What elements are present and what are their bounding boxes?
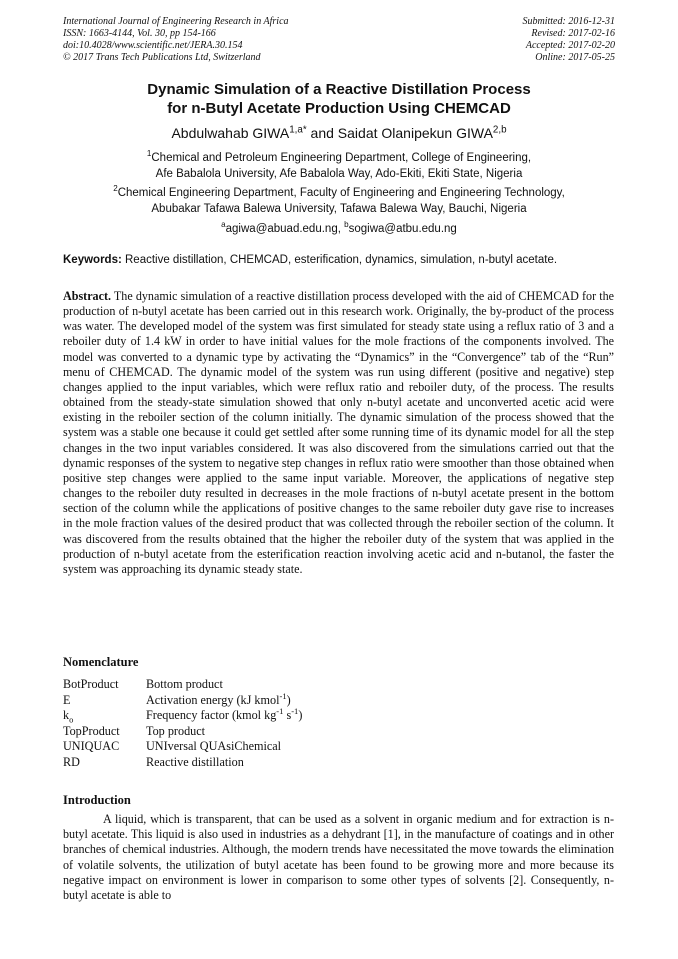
keywords-label: Keywords: [63,254,122,266]
author-list [60,124,618,142]
nomenclature-row [63,739,302,755]
nomenclature-term: BotProduct [63,677,119,691]
author-2-marker: 2,b [492,124,507,136]
nomenclature-definition: Frequency factor (kmol $kg^{-1}$ $s^{-1}$) [146,706,303,723]
introduction-heading: Introduction [63,793,131,807]
nomenclature-definition: Bottom product [146,677,223,691]
affiliation-2-line-1: Chemical Engineering Department, Faculty of Engineering and Engineering Technology, [117,187,565,199]
date-submitted: Submitted: 2016-12-31 [522,16,615,27]
nomenclature-term: TopProduct [63,723,120,738]
date-online: Online: 2017-05-25 [535,52,615,63]
email-b-marker: b [344,220,349,230]
nomenclature-row [63,677,302,693]
author-2: Saidat Olanipekun GIWA [337,125,493,141]
nomenclature-definition: Activation energy (kJ kmol$^{-1}$) [146,690,291,707]
affiliation-1-line-2: Afe Babalola University, Afe Babalola Way, Ado-Ekiti, Ekiti State, Nigeria [155,168,523,180]
nomenclature-table [63,677,302,771]
affiliation-2 [60,185,618,217]
nomenclature-row [63,724,302,740]
nomenclature-definition: Top product [146,723,206,738]
affiliation-2-line-2: Abubakar Tafawa Balewa University, Tafawa Balewa Way, Bauchi, Nigeria [151,203,527,215]
journal-header [63,16,289,64]
abstract-text: The dynamic simulation of a reactive distillation process developed with the aid of CHEMCAD for the production of n-butyl acetate has been carried out in this research work. Originally, the by-product of the process was water. The developed model of the system was first simulated for steady state using a reflux ratio of 3 and a reboiler duty of 1.4 kW in order to have initial values for the mole fractions of the components involved. The model was converted to a dynamic type by activating the “Dynamics” in the “Convergence” tab of the “Run” menu of CHEMCAD. The dynamic model of the system was run using different (positive and negative) step changes applied to the input variables, which were reflux ratio and reboiler duty, of the process. The results obtained from the steady-state simulation showed that only n-butyl acetate and unconverted acetic acid were existing in the reboiler section of the column initially. The dynamic simulation of the process showed that the system was a stable one because it could get settled after some running time of its dynamic model for all the step changes in the two input variables considered. It was also discovered from the simulations carried out that the dynamic responses of the system to negative step changes in reflux ratio were smoother than those obtained when positive step changes were applied to the same input variable. Moreover, the applications of negative step changes to the reboiler duty resulted in decreases in the mole fractions of n-butyl acetate present in the bottom section of the column while the applications of positive changes to the same reboiler duty gave rise to increases in the mole fraction values of the desired product that was collected through the reboiler section of the column. It was discovered from the results obtained that the higher the reboiler duty of the system that was applied in the production of n-butyl acetate from the esterification reaction involving acetic acid and n-butanol, the faster the system was approaching its dynamic steady state. [63,289,614,576]
nomenclature-term: RD [63,754,80,769]
date-accepted: Accepted: 2017-02-20 [525,40,615,51]
nomenclature-row [63,708,302,724]
journal-doi: doi:10.4028/www.scientific.net/JERA.30.154 [63,40,243,51]
affiliation-1-marker: 1 [146,149,152,159]
nomenclature-term: $k_o$ [63,708,74,725]
author-1-marker: 1,a* [289,124,307,136]
abstract-label: Abstract. [63,289,112,303]
introduction-text: A liquid, which is transparent, that can be used as a solvent in organic medium and for extraction is n-butyl acetate. This liquid is also used in industries as a dehydrant [1], in the manufacture of coatings and in other branches of chemical industries. Although, the modern trends have necessitated the move towards the elimination of volatile solvents, the utilization of butyl acetate has been found to be growing more and more because its negative impact on environment is lower in comparison to some other types of solvents [2]. Consequently, n-butyl acetate is able to [63,812,614,903]
nomenclature-row [63,693,302,709]
affiliation-2-marker: 2 [113,184,118,194]
nomenclature-definition: UNIversal QUAsiChemical [146,739,282,754]
title-line-1: Dynamic Simulation of a Reactive Distillation Process [147,81,531,98]
journal-copyright: © 2017 Trans Tech Publications Ltd, Switzerland [63,52,261,63]
nomenclature-heading: Nomenclature [63,655,139,669]
affiliation-1-line-1: Chemical and Petroleum Engineering Department, College of Engineering, [151,152,532,164]
dates-header [523,16,616,64]
nomenclature-term: E [63,692,71,707]
author-conjunction: and [306,125,338,141]
affiliation-1 [60,150,618,182]
title-line-2: for n-Butyl Acetate Production Using CHEMCAD [167,100,511,117]
nomenclature-row [63,755,302,771]
journal-name: International Journal of Engineering Research in Africa [63,16,289,27]
keywords-text: Reactive distillation, CHEMCAD, esterification, dynamics, simulation, n-butyl acetate. [121,254,558,266]
abstract [63,289,614,577]
date-revised: Revised: 2017-02-16 [531,28,615,39]
nomenclature-term: UNIQUAC [63,739,120,754]
author-emails [60,222,618,236]
keywords [63,253,618,267]
author-1: Abdulwahab GIWA [171,125,290,141]
nomenclature-definition: Reactive distillation [146,754,244,769]
email-a[interactable]: agiwa@abuad.edu.ng, [225,223,345,235]
paper-title [60,80,618,118]
email-b[interactable]: sogiwa@atbu.edu.ng [348,223,457,235]
journal-issn: ISSN: 1663-4144, Vol. 30, pp 154-166 [63,28,216,39]
email-a-marker: a [221,220,226,230]
